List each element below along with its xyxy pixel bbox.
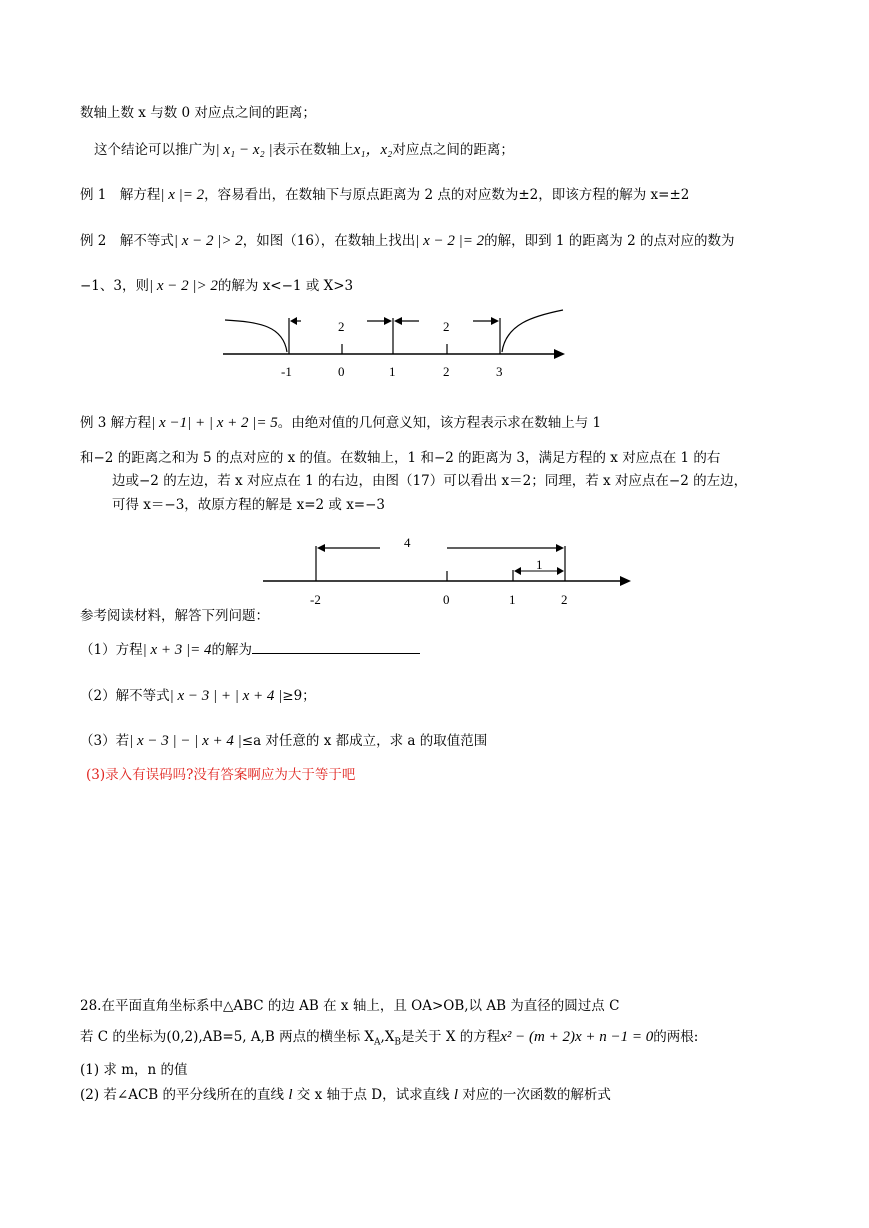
figure-16-number-line [215,300,575,385]
reference-line: 参考阅读材料，解答下列问题： [80,608,269,624]
fig16-distance-label: 2 [338,319,345,334]
answer-blank [252,641,420,654]
fig16-tick-label: 3 [496,364,503,379]
fig17-tick-label: -2 [310,592,321,607]
example-3-line-3: 边或−2 的左边，若 x 对应点在 1 的右边，由图（17）可以看出 x＝2；同理，若 x 对应点在−2 的左边， [112,473,748,489]
question-3: （3）若| x − 3 | − | x + 4 |≤a 对任意的 x 都成立，求 a 的取值范围 [80,733,488,749]
example-2-line-1: 例 2 解不等式| x − 2 |> 2，如图（16），在数轴上找出| x − 2 |= 2的解，即到 1 的距离为 2 的点对应的数为 [80,233,735,249]
example-3-line-2: 和−2 的距离之和为 5 的点对应的 x 的值。在数轴上，1 和−2 的距离为 3，满足方程的 x 对应点在 1 的右 [80,450,721,466]
text-line-2: 这个结论可以推广为| x₁ − x₂ |表示在数轴上x₁，x₂对应点之间的距离； [94,142,514,158]
example-3-line-4: 可得 x＝−3，故原方程的解是 x=2 或 x=−3 [112,497,386,513]
problem-28-part-2: (2) 若∠ACB 的平分线所在的直线 l 交 x 轴于点 D，试求直线 l 对应的一次函数的解析式 [80,1087,611,1103]
fig17-tick-label: 1 [509,592,516,607]
text-line-1: 数轴上数 x 与数 0 对应点之间的距离； [80,105,316,121]
example-3-line-1: 例 3 解方程| x −1| + | x + 2 |= 5。由绝对值的几何意义知，该方程表示求在数轴上与 1 [80,415,602,431]
problem-28-line-1: 28.在平面直角坐标系中△ABC 的边 AB 在 x 轴上，且 OA>OB,以 AB 为直径的圆过点 C [80,998,620,1014]
fig16-tick-label: 2 [443,364,450,379]
red-note: (3)录入有误码吗?没有答案啊应为大于等于吧 [86,767,356,783]
fig17-tick-label: 2 [561,592,568,607]
example-2-line-2: −1、3，则| x − 2 |> 2的解为 x<−1 或 X>3 [80,278,354,294]
problem-28-line-2: 若 C 的坐标为(0,2),AB=5, A,B 两点的横坐标 $X_A,X_B$是关于 X 的方程x² − (m + 2)x + n −1 = 0的两根: [80,1029,699,1048]
question-1: （1）方程| x + 3 |= 4的解为 [80,640,420,660]
fig16-tick-label: -1 [281,364,292,379]
fig16-distance-label: 2 [443,319,450,334]
fig17-distance-label: 1 [536,557,543,572]
figure-17-number-line [255,530,640,610]
example-1: 例 1 解方程| x |= 2，容易看出，在数轴下与原点距离为 2 点的对应数为±2，即该方程的解为 x=±2 [80,187,690,203]
problem-28-part-1: (1) 求 m，n 的值 [80,1062,188,1078]
question-2: （2）解不等式| x − 3 | + | x + 4 |≥9； [80,688,316,704]
fig16-tick-label: 0 [338,364,345,379]
fig17-distance-label: 4 [404,535,411,550]
fig17-tick-label: 0 [443,592,450,607]
fig16-tick-label: 1 [389,364,396,379]
